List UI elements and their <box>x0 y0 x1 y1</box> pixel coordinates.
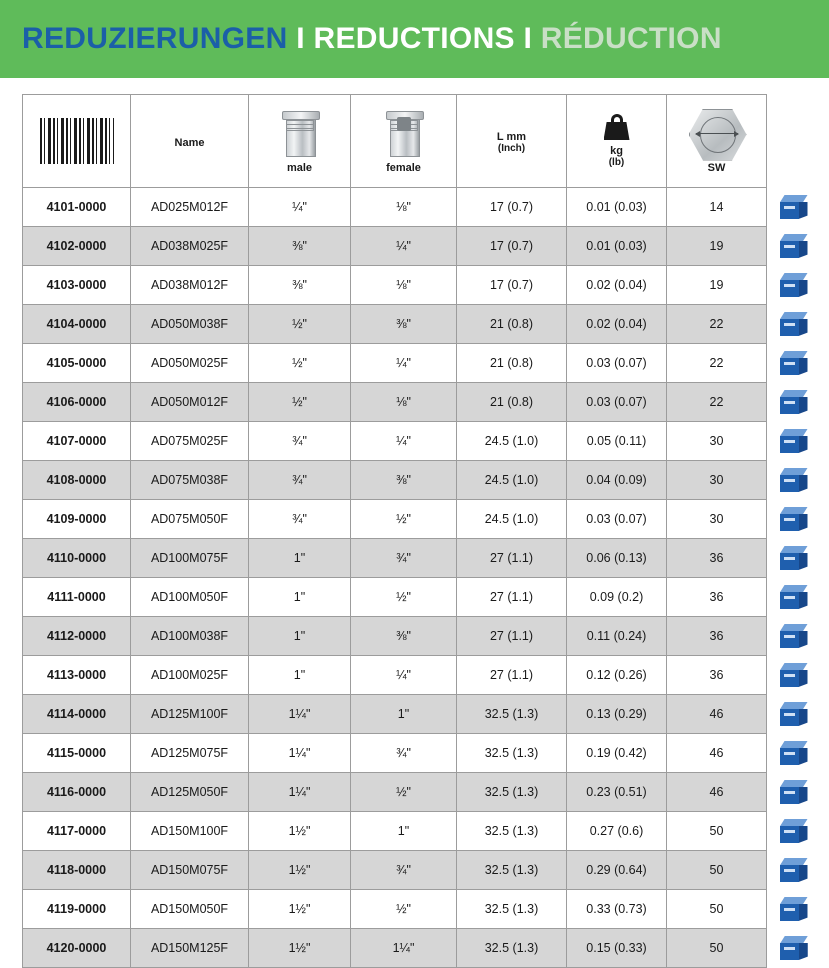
cell-male: 1½" <box>249 890 351 929</box>
cell-male: 1" <box>249 617 351 656</box>
cell-male: 1¼" <box>249 695 351 734</box>
cell-sw: 30 <box>667 500 767 539</box>
product-box-icon[interactable] <box>780 585 808 609</box>
cell-name: AD038M025F <box>131 227 249 266</box>
male-fitting-icon <box>280 109 320 159</box>
cell-female: ½" <box>351 500 457 539</box>
product-box-icon[interactable] <box>780 624 808 648</box>
table-row <box>23 344 821 383</box>
table-row <box>23 539 821 578</box>
cell-name: AD150M075F <box>131 851 249 890</box>
cell-weight: 0.29 (0.64) <box>567 851 667 890</box>
column-header-male <box>249 95 351 188</box>
cell-code: 4101-0000 <box>23 188 131 227</box>
product-box-icon[interactable] <box>780 507 808 531</box>
cell-length: 32.5 (1.3) <box>457 695 567 734</box>
cell-male: 1½" <box>249 812 351 851</box>
cell-sw: 14 <box>667 188 767 227</box>
page-title <box>22 22 722 56</box>
cell-weight: 0.15 (0.33) <box>567 929 667 968</box>
cell-code: 4103-0000 <box>23 266 131 305</box>
cell-sw: 36 <box>667 656 767 695</box>
cell-name: AD150M100F <box>131 812 249 851</box>
cell-sw: 46 <box>667 734 767 773</box>
cell-length: 32.5 (1.3) <box>457 890 567 929</box>
cell-length: 17 (0.7) <box>457 227 567 266</box>
cell-code: 4117-0000 <box>23 812 131 851</box>
table-row <box>23 578 821 617</box>
cell-sw: 36 <box>667 539 767 578</box>
cell-length: 32.5 (1.3) <box>457 734 567 773</box>
table-row <box>23 773 821 812</box>
product-image-cell[interactable] <box>767 734 821 773</box>
cell-male: ½" <box>249 344 351 383</box>
cell-male: ½" <box>249 383 351 422</box>
cell-weight: 0.03 (0.07) <box>567 500 667 539</box>
cell-name: AD125M050F <box>131 773 249 812</box>
cell-name: AD050M025F <box>131 344 249 383</box>
cell-weight: 0.03 (0.07) <box>567 383 667 422</box>
cell-sw: 22 <box>667 344 767 383</box>
cell-male: 1" <box>249 539 351 578</box>
cell-female: ¾" <box>351 851 457 890</box>
cell-weight: 0.02 (0.04) <box>567 305 667 344</box>
product-box-icon[interactable] <box>780 819 808 843</box>
cell-length: 24.5 (1.0) <box>457 500 567 539</box>
cell-length: 27 (1.1) <box>457 617 567 656</box>
column-header-weight-sublabel: (lb) <box>608 157 625 168</box>
cell-female: ¼" <box>351 227 457 266</box>
cell-length: 17 (0.7) <box>457 266 567 305</box>
column-header-length-label: L mm <box>496 131 527 143</box>
cell-male: 1¼" <box>249 773 351 812</box>
product-image-cell[interactable] <box>767 383 821 422</box>
column-header-female <box>351 95 457 188</box>
cell-code: 4110-0000 <box>23 539 131 578</box>
product-box-icon[interactable] <box>780 273 808 297</box>
cell-weight: 0.23 (0.51) <box>567 773 667 812</box>
table-row <box>23 266 821 305</box>
cell-name: AD100M050F <box>131 578 249 617</box>
table-row <box>23 461 821 500</box>
product-box-icon[interactable] <box>780 663 808 687</box>
cell-code: 4105-0000 <box>23 344 131 383</box>
cell-weight: 0.04 (0.09) <box>567 461 667 500</box>
table-container <box>0 78 829 968</box>
cell-code: 4102-0000 <box>23 227 131 266</box>
cell-male: 1" <box>249 656 351 695</box>
table-row <box>23 656 821 695</box>
column-header-sw-label: SW <box>707 161 726 174</box>
cell-length: 32.5 (1.3) <box>457 851 567 890</box>
cell-name: AD075M050F <box>131 500 249 539</box>
cell-female: ¾" <box>351 539 457 578</box>
cell-sw: 30 <box>667 422 767 461</box>
cell-name: AD075M025F <box>131 422 249 461</box>
cell-length: 27 (1.1) <box>457 578 567 617</box>
cell-code: 4113-0000 <box>23 656 131 695</box>
cell-sw: 46 <box>667 773 767 812</box>
product-image-cell[interactable] <box>767 344 821 383</box>
cell-name: AD050M012F <box>131 383 249 422</box>
cell-weight: 0.02 (0.04) <box>567 266 667 305</box>
table-row <box>23 812 821 851</box>
product-image-cell[interactable] <box>767 578 821 617</box>
product-image-cell[interactable] <box>767 422 821 461</box>
cell-female: ½" <box>351 578 457 617</box>
product-box-icon[interactable] <box>780 702 808 726</box>
cell-code: 4106-0000 <box>23 383 131 422</box>
page-title-sep-1: I <box>287 22 314 55</box>
column-header-male-label: male <box>286 161 313 174</box>
cell-name: AD125M075F <box>131 734 249 773</box>
column-header-image <box>767 95 821 188</box>
cell-weight: 0.19 (0.42) <box>567 734 667 773</box>
column-header-weight <box>567 95 667 188</box>
cell-female: ½" <box>351 890 457 929</box>
product-image-cell[interactable] <box>767 812 821 851</box>
cell-male: ¾" <box>249 500 351 539</box>
cell-weight: 0.12 (0.26) <box>567 656 667 695</box>
product-box-icon[interactable] <box>780 390 808 414</box>
cell-sw: 22 <box>667 305 767 344</box>
cell-sw: 46 <box>667 695 767 734</box>
cell-weight: 0.13 (0.29) <box>567 695 667 734</box>
cell-weight: 0.27 (0.6) <box>567 812 667 851</box>
cell-female: ¼" <box>351 656 457 695</box>
product-box-icon[interactable] <box>780 351 808 375</box>
cell-name: AD100M075F <box>131 539 249 578</box>
hex-nut-icon <box>689 109 745 159</box>
page-title-de: REDUZIERUNGEN <box>22 22 288 55</box>
cell-name: AD100M025F <box>131 656 249 695</box>
cell-sw: 19 <box>667 266 767 305</box>
product-image-cell[interactable] <box>767 461 821 500</box>
cell-female: 1" <box>351 812 457 851</box>
cell-name: AD025M012F <box>131 188 249 227</box>
cell-code: 4119-0000 <box>23 890 131 929</box>
cell-length: 32.5 (1.3) <box>457 773 567 812</box>
cell-sw: 50 <box>667 890 767 929</box>
cell-name: AD150M050F <box>131 890 249 929</box>
cell-female: ⅜" <box>351 461 457 500</box>
product-image-cell[interactable] <box>767 656 821 695</box>
cell-female: ¼" <box>351 344 457 383</box>
product-image-cell[interactable] <box>767 929 821 968</box>
table-header <box>23 95 821 188</box>
cell-weight: 0.09 (0.2) <box>567 578 667 617</box>
cell-weight: 0.33 (0.73) <box>567 890 667 929</box>
table-row <box>23 422 821 461</box>
column-header-code <box>23 95 131 188</box>
product-image-cell[interactable] <box>767 890 821 929</box>
product-box-icon[interactable] <box>780 195 808 219</box>
table-row <box>23 227 821 266</box>
cell-code: 4115-0000 <box>23 734 131 773</box>
weight-icon <box>602 114 632 140</box>
cell-sw: 22 <box>667 383 767 422</box>
table-row <box>23 851 821 890</box>
cell-weight: 0.01 (0.03) <box>567 227 667 266</box>
product-image-cell[interactable] <box>767 500 821 539</box>
cell-female: ⅛" <box>351 188 457 227</box>
cell-male: ¾" <box>249 461 351 500</box>
product-image-cell[interactable] <box>767 773 821 812</box>
cell-male: 1¼" <box>249 734 351 773</box>
table-row <box>23 305 821 344</box>
cell-length: 21 (0.8) <box>457 344 567 383</box>
product-box-icon[interactable] <box>780 741 808 765</box>
products-table <box>22 94 821 968</box>
cell-code: 4108-0000 <box>23 461 131 500</box>
cell-male: ⅜" <box>249 227 351 266</box>
cell-male: ¼" <box>249 188 351 227</box>
product-image-cell[interactable] <box>767 227 821 266</box>
cell-length: 32.5 (1.3) <box>457 929 567 968</box>
cell-length: 21 (0.8) <box>457 305 567 344</box>
cell-sw: 50 <box>667 812 767 851</box>
table-row <box>23 695 821 734</box>
cell-weight: 0.03 (0.07) <box>567 344 667 383</box>
product-image-cell[interactable] <box>767 851 821 890</box>
page-title-fr: RÉDUCTION <box>540 22 722 55</box>
cell-code: 4112-0000 <box>23 617 131 656</box>
cell-sw: 36 <box>667 617 767 656</box>
cell-length: 21 (0.8) <box>457 383 567 422</box>
barcode-icon <box>40 118 114 164</box>
column-header-weight-label: kg <box>610 145 623 157</box>
cell-female: 1" <box>351 695 457 734</box>
cell-male: 1½" <box>249 929 351 968</box>
cell-male: 1½" <box>249 851 351 890</box>
cell-female: ⅛" <box>351 383 457 422</box>
cell-code: 4116-0000 <box>23 773 131 812</box>
cell-female: ¼" <box>351 422 457 461</box>
cell-code: 4114-0000 <box>23 695 131 734</box>
product-box-icon[interactable] <box>780 897 808 921</box>
product-box-icon[interactable] <box>780 780 808 804</box>
cell-male: ⅜" <box>249 266 351 305</box>
cell-weight: 0.01 (0.03) <box>567 188 667 227</box>
table-row <box>23 890 821 929</box>
table-row <box>23 383 821 422</box>
cell-code: 4118-0000 <box>23 851 131 890</box>
column-header-length <box>457 95 567 188</box>
cell-female: ¾" <box>351 734 457 773</box>
cell-female: ⅜" <box>351 305 457 344</box>
product-box-icon[interactable] <box>780 858 808 882</box>
cell-name: AD150M125F <box>131 929 249 968</box>
column-header-sw <box>667 95 767 188</box>
cell-name: AD038M012F <box>131 266 249 305</box>
cell-sw: 19 <box>667 227 767 266</box>
product-image-cell[interactable] <box>767 266 821 305</box>
cell-female: ⅛" <box>351 266 457 305</box>
female-fitting-icon <box>384 109 424 159</box>
table-row <box>23 734 821 773</box>
product-box-icon[interactable] <box>780 312 808 336</box>
cell-sw: 30 <box>667 461 767 500</box>
table-row <box>23 188 821 227</box>
cell-name: AD125M100F <box>131 695 249 734</box>
product-box-icon[interactable] <box>780 429 808 453</box>
page-banner <box>0 0 829 78</box>
product-image-cell[interactable] <box>767 695 821 734</box>
product-image-cell[interactable] <box>767 617 821 656</box>
cell-female: ½" <box>351 773 457 812</box>
column-header-length-sublabel: (Inch) <box>497 143 526 154</box>
cell-weight: 0.06 (0.13) <box>567 539 667 578</box>
product-box-icon[interactable] <box>780 234 808 258</box>
cell-code: 4107-0000 <box>23 422 131 461</box>
cell-name: AD050M038F <box>131 305 249 344</box>
cell-code: 4109-0000 <box>23 500 131 539</box>
table-body <box>23 188 821 968</box>
product-box-icon[interactable] <box>780 546 808 570</box>
cell-female: ⅜" <box>351 617 457 656</box>
table-row <box>23 500 821 539</box>
product-image-cell[interactable] <box>767 188 821 227</box>
product-box-icon[interactable] <box>780 468 808 492</box>
page-title-sep-2: I <box>514 22 541 55</box>
cell-length: 32.5 (1.3) <box>457 812 567 851</box>
cell-code: 4120-0000 <box>23 929 131 968</box>
cell-male: 1" <box>249 578 351 617</box>
cell-name: AD075M038F <box>131 461 249 500</box>
product-image-cell[interactable] <box>767 539 821 578</box>
column-header-name <box>131 95 249 188</box>
product-box-icon[interactable] <box>780 936 808 960</box>
table-row <box>23 617 821 656</box>
cell-male: ½" <box>249 305 351 344</box>
cell-code: 4104-0000 <box>23 305 131 344</box>
cell-length: 24.5 (1.0) <box>457 461 567 500</box>
cell-length: 24.5 (1.0) <box>457 422 567 461</box>
cell-sw: 50 <box>667 851 767 890</box>
table-row <box>23 929 821 968</box>
product-image-cell[interactable] <box>767 305 821 344</box>
cell-length: 17 (0.7) <box>457 188 567 227</box>
cell-female: 1¼" <box>351 929 457 968</box>
cell-male: ¾" <box>249 422 351 461</box>
page-title-en: REDUCTIONS <box>313 22 515 55</box>
cell-weight: 0.05 (0.11) <box>567 422 667 461</box>
cell-name: AD100M038F <box>131 617 249 656</box>
cell-code: 4111-0000 <box>23 578 131 617</box>
cell-weight: 0.11 (0.24) <box>567 617 667 656</box>
column-header-name-label: Name <box>174 136 205 149</box>
cell-length: 27 (1.1) <box>457 656 567 695</box>
cell-sw: 50 <box>667 929 767 968</box>
column-header-female-label: female <box>386 161 421 174</box>
cell-length: 27 (1.1) <box>457 539 567 578</box>
cell-sw: 36 <box>667 578 767 617</box>
